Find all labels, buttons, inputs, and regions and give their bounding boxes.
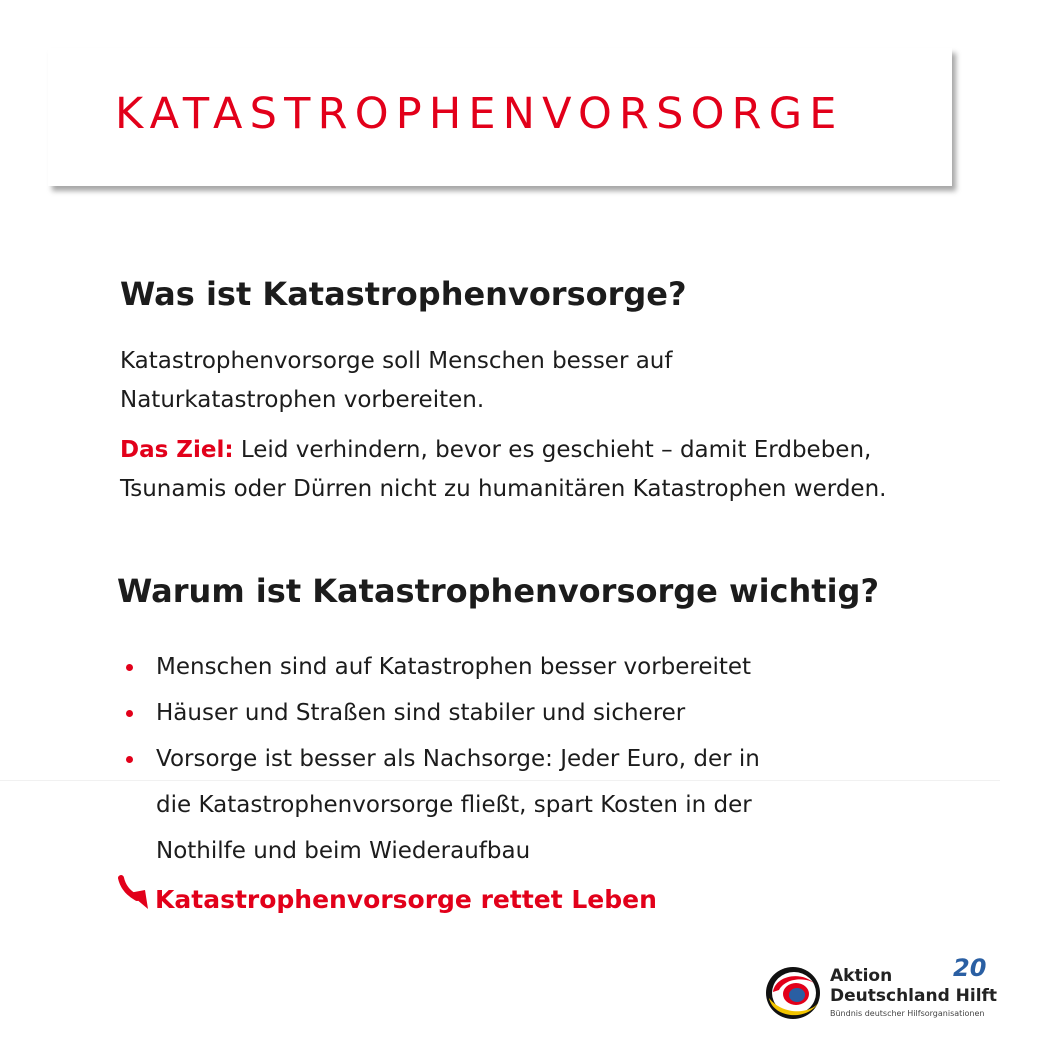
list-item-text: Nothilfe und beim Wiederaufbau bbox=[156, 838, 531, 864]
goal-line-2: Tsunamis oder Dürren nicht zu humanitären Katastrophen werden. bbox=[120, 476, 887, 502]
intro-paragraph bbox=[120, 342, 672, 420]
list-item bbox=[122, 644, 760, 690]
list-item-text: Vorsorge ist besser als Nachsorge: Jeder Euro, der in bbox=[156, 746, 760, 772]
goal-label: Das Ziel: bbox=[120, 437, 234, 463]
bullet-dot-icon bbox=[126, 710, 133, 717]
goal-text-1: Leid verhindern, bevor es geschieht – damit Erdbeben, bbox=[233, 437, 872, 463]
goal-paragraph bbox=[120, 431, 886, 509]
divider bbox=[0, 780, 1000, 781]
logo-tagline: Bündnis deutscher Hilfsorganisationen bbox=[830, 1009, 985, 1018]
adh-swirl-logo-icon bbox=[763, 962, 823, 1022]
organization-logo bbox=[763, 954, 1023, 1028]
list-item bbox=[122, 736, 760, 874]
logo-name-line-2: Deutschland Hilft bbox=[830, 986, 998, 1006]
conclusion-text: Katastrophenvorsorge rettet Leben bbox=[155, 885, 657, 914]
logo-name-line-1: Aktion bbox=[830, 966, 893, 986]
title-banner bbox=[48, 48, 952, 186]
anniversary-badge: 20 bbox=[953, 954, 987, 982]
reasons-list bbox=[122, 644, 760, 874]
list-item-text: Menschen sind auf Katastrophen besser vorbereitet bbox=[156, 654, 752, 680]
bullet-dot-icon bbox=[126, 664, 133, 671]
section-heading-why: Warum ist Katastrophenvorsorge wichtig? bbox=[117, 572, 880, 610]
list-item-text: Häuser und Straßen sind stabiler und sicherer bbox=[156, 700, 686, 726]
intro-line-1: Katastrophenvorsorge soll Menschen besser auf bbox=[120, 348, 673, 374]
list-item bbox=[122, 690, 760, 736]
intro-line-2: Naturkatastrophen vorbereiten. bbox=[120, 387, 485, 413]
section-heading-what: Was ist Katastrophenvorsorge? bbox=[120, 275, 687, 313]
goal-line-1 bbox=[120, 431, 886, 470]
list-item-text: die Katastrophenvorsorge fließt, spart Kosten in der bbox=[156, 792, 752, 818]
bullet-dot-icon bbox=[126, 756, 133, 763]
curved-arrow-icon bbox=[115, 873, 155, 913]
page-title: KATASTROPHENVORSORGE bbox=[115, 89, 844, 139]
